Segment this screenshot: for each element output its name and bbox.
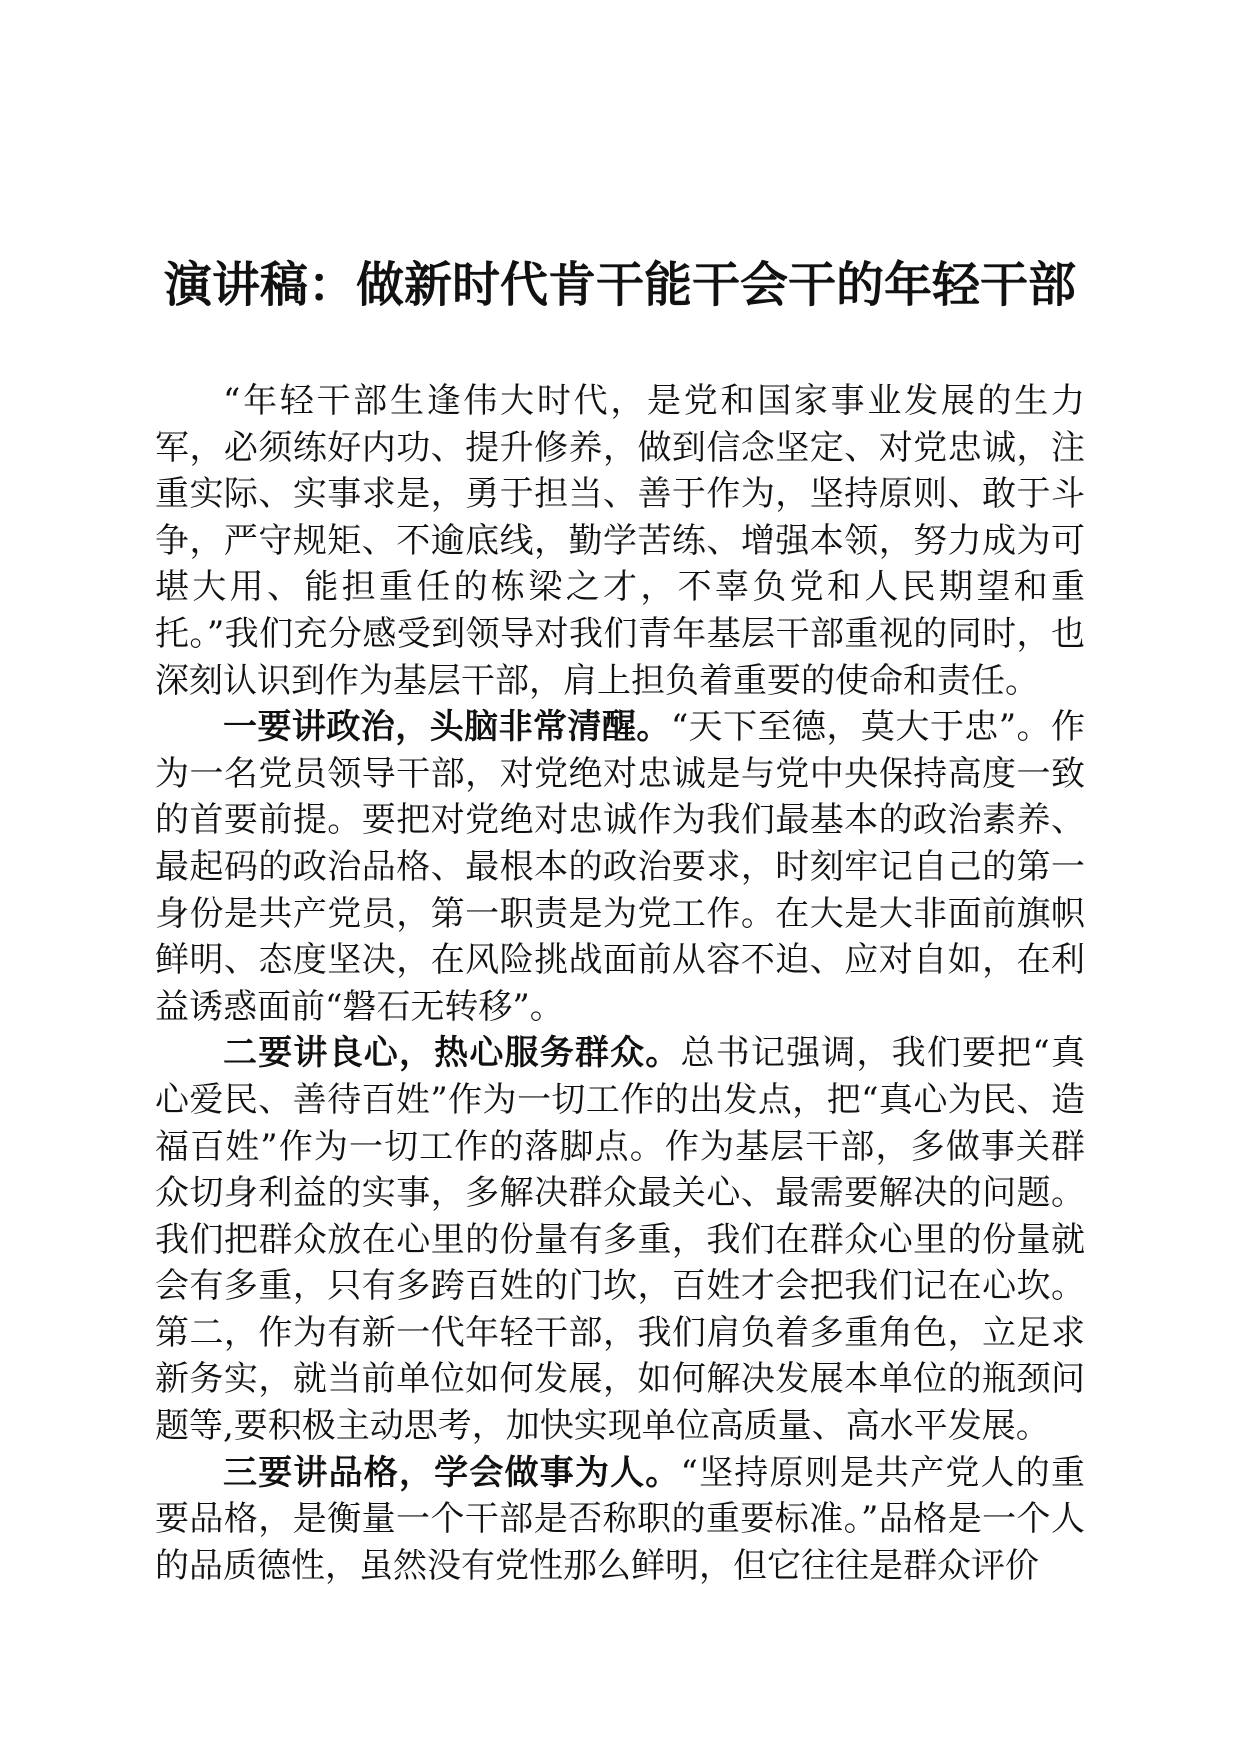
paragraph-text: “坚持原则是共产党人的重要品格，是衡量一个干部是否称职的重要标准。”品格是一个人的品质德性，虽然没有党性那么鲜明，但它往往是群众评价 [155, 1452, 1085, 1586]
paragraph-lead: 一要讲政治，头脑非常清醒。 [223, 707, 671, 748]
document-title: 演讲稿：做新时代肯干能干会干的年轻干部 [163, 257, 1076, 313]
paragraph-text: “天下至德，莫大于忠”。作为一名党员领导干部，对党绝对忠诚是与党中央保持高度一致的首要前提。要把对党绝对忠诚作为我们最基本的政治素养、最起码的政治品格、最根本的政治要求，时刻牢记自己的第一身份是共产党员，第一职责是为党工作。在大是大非面前旗帜鲜明、态度坚决，在风险挑战面前从容不迫、应对自如，在利益诱惑面前“磐石无转移”。 [155, 707, 1085, 1027]
paragraph-lead: 二要讲良心，热心服务群众。 [223, 1033, 681, 1074]
paragraph-lead: 三要讲品格，学会做事为人。 [223, 1452, 681, 1493]
paragraph-text: “年轻干部生逢伟大时代，是党和国家事业发展的生力军，必须练好内功、提升修养，做到信念坚定、对党忠诚，注重实际、实事求是，勇于担当、善于作为，坚持原则、敢于斗争，严守规矩、不逾底线，勤学苦练、增强本领，努力成为可堪大用、能担重任的栋梁之才，不辜负党和人民期望和重托。”我们充分感受到领导对我们青年基层干部重视的同时，也深刻认识到作为基层干部，肩上担负着重要的使命和责任。 [155, 381, 1085, 701]
paragraph-character [155, 1450, 1085, 1590]
document-body [155, 378, 1085, 1589]
paragraph-conscience [155, 1030, 1085, 1449]
paragraph-politics [155, 704, 1085, 1030]
paragraph-text: 总书记强调，我们要把“真心爱民、善待百姓”作为一切工作的出发点，把“真心为民、造福百姓”作为一切工作的落脚点。作为基层干部，多做事关群众切身利益的实事，多解决群众最关心、最需要解决的问题。我们把群众放在心里的份量有多重，我们在群众心里的份量就会有多重，只有多跨百姓的门坎，百姓才会把我们记在心坎。第二，作为有新一代年轻干部，我们肩负着多重角色，立足求新务实，就当前单位如何发展，如何解决发展本单位的瓶颈问题等,要积极主动思考，加快实现单位高质量、高水平发展。 [155, 1033, 1085, 1447]
paragraph-intro [155, 378, 1085, 704]
